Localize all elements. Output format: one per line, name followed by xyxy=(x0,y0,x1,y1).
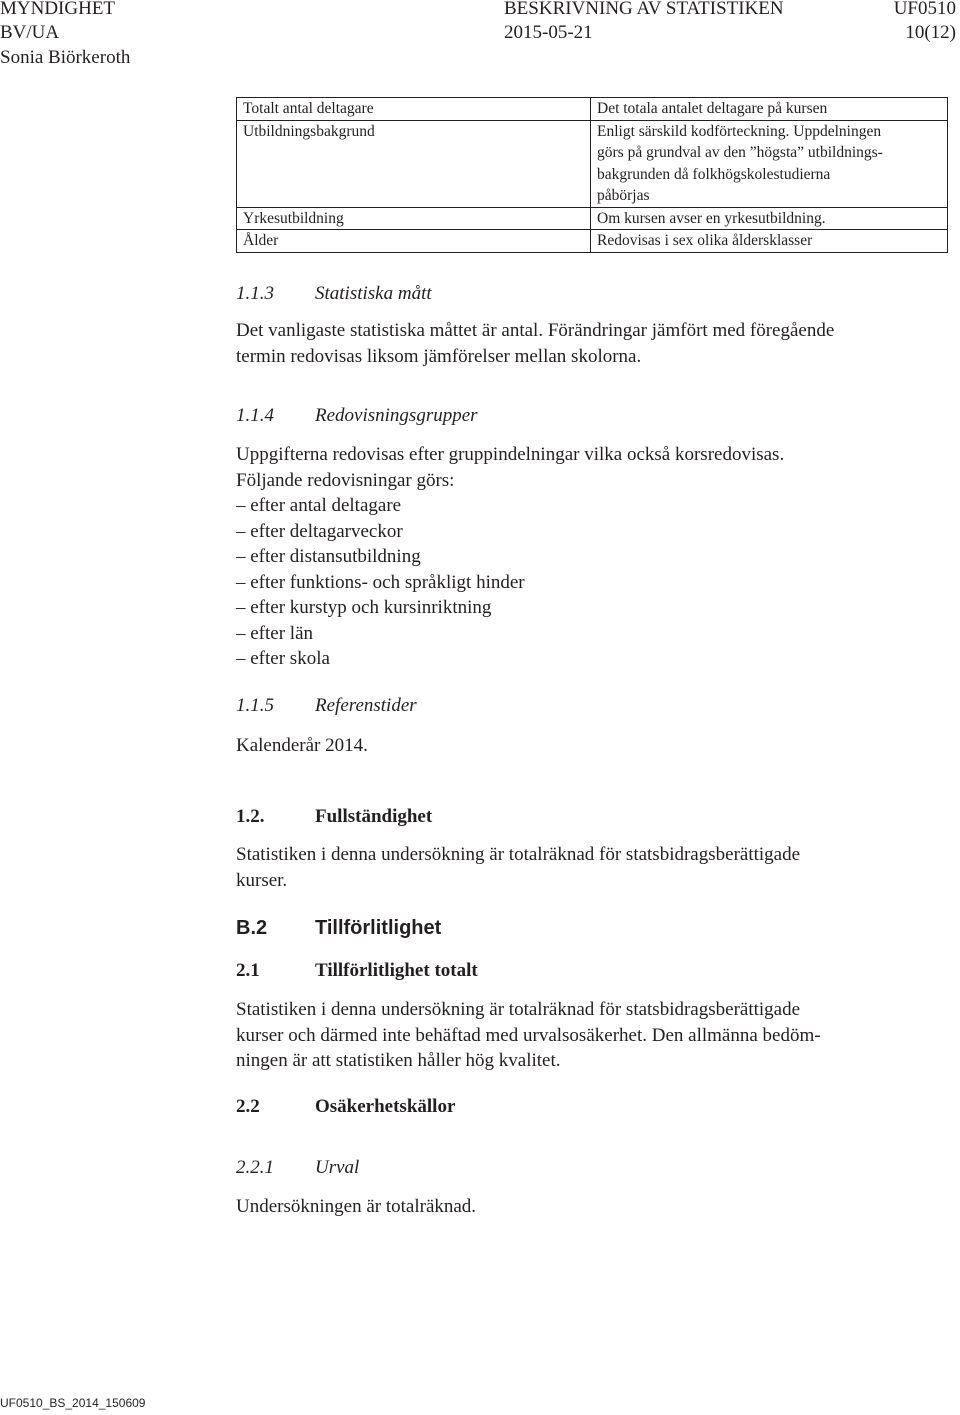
heading-title: Fullständighet xyxy=(315,806,433,827)
list-item: – efter kurstyp och kursinriktning xyxy=(236,597,492,618)
text-line: Statistiken i denna undersökning är totalräknad för statsbidragsberättigade xyxy=(236,844,801,865)
heading-title: Redovisningsgrupper xyxy=(315,405,478,426)
heading-number: 1.1.4 xyxy=(236,405,274,426)
term-cell: Totalt antal deltagare xyxy=(237,98,591,121)
text-line: ningen är att statistiken håller hög kvalitet. xyxy=(236,1050,561,1071)
footer-code: UF0510_BS_2014_150609 xyxy=(0,1396,146,1410)
list-item: – efter län xyxy=(236,622,314,644)
description-line: Om kursen avser en yrkesutbildning. xyxy=(597,209,826,227)
heading-title: Referenstider xyxy=(315,695,417,716)
list-item: – efter distansutbildning xyxy=(236,546,421,567)
description-line: Det totala antalet deltagare på kursen xyxy=(597,100,828,117)
heading-1-1-3 xyxy=(236,283,936,309)
text-line: Statistiken i denna undersökning är totalräknad för statsbidragsberättigade xyxy=(236,999,801,1020)
paragraph-statistical-measures xyxy=(236,318,834,369)
header-author: Sonia Biörkeroth xyxy=(0,47,131,68)
description-line: Redovisas i sex olika åldersklasser xyxy=(597,232,813,249)
definitions-table xyxy=(236,97,948,253)
reporting-list xyxy=(236,493,784,672)
term-cell: Utbildningsbakgrund xyxy=(237,120,591,207)
description-line: bakgrunden då folkhögskolestudierna xyxy=(597,165,831,183)
text-line: Följande redovisningar görs: xyxy=(236,469,455,491)
term-cell: Ålder xyxy=(237,230,591,253)
heading-number: 2.1 xyxy=(236,960,260,981)
header-org: MYNDIGHET xyxy=(0,0,116,19)
table-row xyxy=(237,120,948,207)
list-item: – efter antal deltagare xyxy=(236,495,402,516)
text-line: Uppgifterna redovisas efter gruppindelningar vilka också korsredovisas. xyxy=(236,444,785,465)
heading-number: B.2 xyxy=(236,917,268,939)
heading-1-1-5 xyxy=(236,695,936,721)
header-dept: BV/UA xyxy=(0,22,60,43)
heading-title: Tillförlitlighet totalt xyxy=(315,960,478,981)
table-row xyxy=(237,207,948,230)
description-line: görs på grundval av den ”högsta” utbildnings- xyxy=(597,144,883,161)
description-line: påbörjas xyxy=(597,187,650,204)
heading-number: 2.2.1 xyxy=(236,1157,274,1178)
paragraph-reference-period: Kalenderår 2014. xyxy=(236,735,368,756)
heading-number: 1.1.3 xyxy=(236,283,274,304)
list-item: – efter funktions- och språkligt hinder xyxy=(236,571,525,593)
description-line: Enligt särskild kodförteckning. Uppdelningen xyxy=(597,122,882,140)
description-cell xyxy=(591,207,948,230)
header-doc-code: UF0510 xyxy=(893,0,956,19)
text-line: kurser och därmed inte behäftad med urvalsosäkerhet. Den allmänna bedöm- xyxy=(236,1024,821,1046)
paragraph-reporting-groups xyxy=(236,442,784,672)
paragraph-sample: Undersökningen är totalräknad. xyxy=(236,1196,477,1217)
paragraph-completeness xyxy=(236,842,800,893)
header-doc-title: BESKRIVNING AV STATISTIKEN xyxy=(504,0,784,19)
heading-number: 1.1.5 xyxy=(236,695,274,716)
header-page-number: 10(12) xyxy=(905,22,956,43)
heading-number: 1.2. xyxy=(236,806,265,827)
paragraph-reliability xyxy=(236,997,821,1074)
heading-1-2 xyxy=(236,806,936,832)
description-cell xyxy=(591,230,948,253)
heading-title: Tillförlitlighet xyxy=(315,917,442,939)
list-item: – efter skola xyxy=(236,648,330,669)
header-date: 2015-05-21 xyxy=(504,22,593,43)
table-row xyxy=(237,230,948,253)
text-line: Det vanligaste statistiska måttet är antal. Förändringar jämfört med föregående xyxy=(236,320,835,341)
list-item: – efter deltagarveckor xyxy=(236,520,403,542)
heading-b-2 xyxy=(236,917,936,945)
description-cell xyxy=(591,120,948,207)
table-row xyxy=(237,98,948,121)
heading-2-2 xyxy=(236,1096,936,1122)
heading-2-2-1 xyxy=(236,1157,936,1183)
heading-title: Urval xyxy=(315,1157,360,1178)
heading-number: 2.2 xyxy=(236,1096,260,1117)
heading-1-1-4 xyxy=(236,405,936,431)
heading-title: Osäkerhetskällor xyxy=(315,1096,456,1117)
text-line: kurser. xyxy=(236,869,288,891)
description-cell xyxy=(591,98,948,121)
heading-2-1 xyxy=(236,960,936,986)
term-cell: Yrkesutbildning xyxy=(237,207,591,230)
heading-title: Statistiska mått xyxy=(315,283,432,304)
text-line: termin redovisas liksom jämförelser mellan skolorna. xyxy=(236,345,642,367)
